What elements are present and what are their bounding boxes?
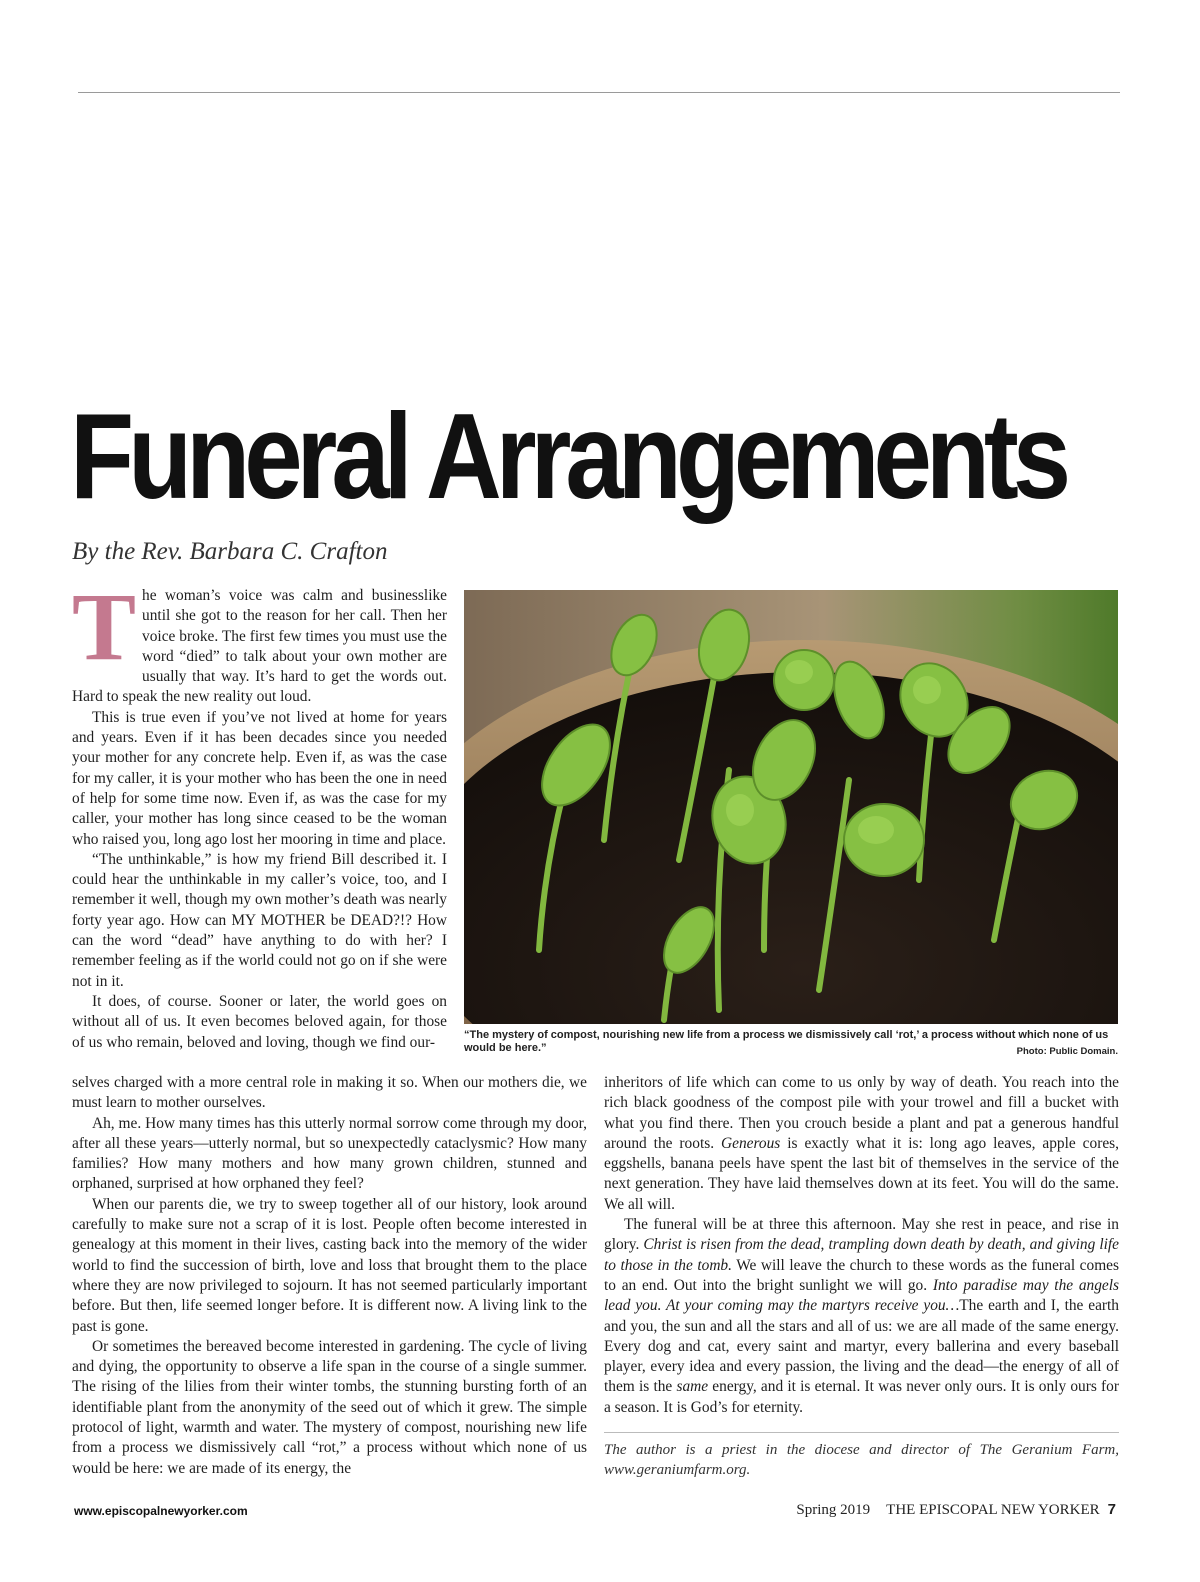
photo-credit: Photo: Public Domain.	[1016, 1046, 1118, 1057]
body-paragraph: “The unthinkable,” is how my friend Bill described it. I could hear the unthinkable in my caller’s voice, too, and I remember it well, though my own mother’s death was nearly forty year ago. How can MY MOTHER be DEAD?!? How can the word “dead” have anything to do with her? I remember feeling as if the world could not go on if she were not in it.	[72, 850, 447, 990]
intro-paragraph	[72, 573, 447, 708]
top-rule	[78, 92, 1120, 93]
text-run: is exactly what it is: long ago leaves, apple cores, eggshells, banana peels have spent the last bit of themselves in the service of the next generation. They have laid themselves down at its feet. You will do the same. We all will.	[604, 1134, 1119, 1213]
seedlings-photo	[464, 590, 1118, 1024]
article-title: Funeral Arrangements	[70, 388, 1066, 524]
footer-url: www.episcopalnewyorker.com	[74, 1504, 248, 1518]
publication-name: THE EPISCOPAL NEW YORKER	[886, 1502, 1100, 1518]
text-run: The earth and I, the earth and you, the sun and all the stars and all of us: we are all made of the same energy. Every dog and cat, every saint and martyr, every ballerina and every baseball player, every idea and every passion, the living and the dead—the energy of all of them is the	[604, 1297, 1120, 1396]
text-run: inheritors of life which can come to us only by way of death. You reach into the rich black goodness of the compost pile with your trowel and fill a bucket with what you find there. Then you crouch beside a plant and pat a generous handful around the roots.	[604, 1074, 1119, 1152]
bio-divider	[604, 1432, 1119, 1433]
body-paragraph	[604, 1073, 1119, 1215]
italic-run: Generous	[721, 1134, 781, 1152]
page-number: 7	[1107, 1501, 1116, 1518]
body-paragraph	[604, 1215, 1119, 1418]
body-paragraph: selves charged with a more central role in making it so. When our mothers die, we must learn to mother ourselves.	[72, 1074, 587, 1112]
footer-info	[796, 1501, 1116, 1519]
text-run: The funeral will be at three this afternoon. May she rest in peace, and rise in glory.	[604, 1216, 1119, 1254]
intro-text: he woman’s voice was calm and businesslike until she got to the reason for her call. Then her voice broke. The first few times you must use the word “died” to talk about your own mother are usually that way. It’s hard to get the words out. Hard to speak the new reality out loud.	[72, 587, 447, 706]
byline: By the Rev. Barbara C. Crafton	[72, 538, 388, 565]
article-column-right	[604, 1073, 1119, 1418]
body-paragraph: This is true even if you’ve not lived at home for years and years. Even if it has been decades since you needed your mother for any concrete help. Even if, as was the case for my caller, it is your mother who has been the one in need of help for some time now. Even if, as was the case for my caller, your mother has long since ceased to be the woman who raised you, long ago lost her mooring in time and place.	[72, 708, 447, 848]
caption-text: “The mystery of compost, nourishing new life from a process we dismissively call ‘rot,’ a process without which none of us would be here.”	[464, 1029, 1109, 1054]
body-paragraph: Or sometimes the bereaved become interested in gardening. The cycle of living and dying, the opportunity to observe a life span in the course of a single summer. The rising of the lilies from their winter tombs, the stunning bursting forth of an identifiable plant from the anonymity of the seed out of which it grew. The simple protocol of light, warmth and water. The mystery of compost, nourishing new life from a process we dismissively call “rot,” a process without which none of us would be here: we are made of its energy, the	[72, 1337, 587, 1477]
photo-caption	[464, 1029, 1118, 1055]
article-column-top	[72, 573, 447, 1053]
body-paragraph: When our parents die, we try to sweep together all of our history, look around carefully to make sure not a scrap of it is lost. People often become interested in genealogy at this moment in their lives, casting back into the memory of the wider world to find the succession of birth, love and loss that brought them to the place where they are now privileged to sojourn. It has not seemed particularly important before. But then, life seemed longer before. It is different now. A living link to the past is gone.	[72, 1195, 587, 1335]
body-paragraph: It does, of course. Sooner or later, the world goes on without all of us. It even becomes beloved again, for those of us who remain, beloved and loving, though we find our-	[72, 992, 447, 1051]
body-paragraph: Ah, me. How many times has this utterly normal sorrow come through my door, after all these years—utterly normal, but so unexpectedly cataclysmic? How many families? How many mothers and how many grown children, stunned and orphaned, surprised at how orphaned they feel?	[72, 1114, 587, 1193]
text-run: energy, and it is eternal. It was never only ours. It is only ours for a season. It is God’s for eternity.	[604, 1378, 1119, 1416]
issue-date: Spring 2019	[796, 1502, 871, 1518]
italic-run: Into paradise may the angels lead you. At your coming may the martyrs receive you…	[604, 1276, 1119, 1315]
article-column-left	[72, 1073, 587, 1479]
italic-run: Christ is risen from the dead, trampling down death by death, and giving life to those in the tomb.	[604, 1236, 1120, 1274]
author-bio: The author is a priest in the diocese and director of The Geranium Farm, www.geraniumfarm.org.	[604, 1442, 1119, 1479]
text-run: We will leave the church to these words as the funeral comes to an end. Out into the bright sunlight we will go.	[604, 1256, 1119, 1294]
italic-run: same	[676, 1378, 709, 1396]
dropcap: T	[72, 573, 137, 680]
